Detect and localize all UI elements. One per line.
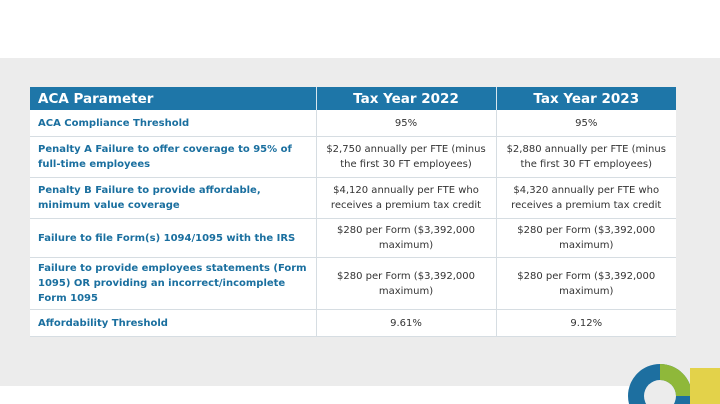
table-row: [30, 310, 676, 337]
value-2022-cell: 95%: [316, 110, 496, 137]
parameter-cell: ACA Compliance Threshold: [30, 110, 316, 137]
table-header-row: [30, 87, 676, 110]
value-2023-cell: 95%: [496, 110, 676, 137]
parameter-cell: Failure to provide employees statements (Form 1095) OR providing an incorrect/incomplete Form 1095: [30, 258, 316, 310]
table-row: [30, 258, 676, 310]
table-row: [30, 110, 676, 137]
aca-parameters-table: [30, 87, 676, 337]
value-2023-cell: $2,880 annually per FTE (minus the first 30 FT employees): [496, 137, 676, 178]
company-logo: [620, 352, 720, 404]
parameter-cell: Penalty A Failure to offer coverage to 95% of full-time employees: [30, 137, 316, 178]
parameter-cell: Failure to file Form(s) 1094/1095 with the IRS: [30, 219, 316, 258]
header-tax-year-2023: Tax Year 2023: [496, 87, 676, 110]
header-tax-year-2022: Tax Year 2022: [316, 87, 496, 110]
value-2022-cell: $280 per Form ($3,392,000 maximum): [316, 258, 496, 310]
table-row: [30, 178, 676, 219]
parameter-cell: Penalty B Failure to provide affordable, minimum value coverage: [30, 178, 316, 219]
value-2022-cell: 9.61%: [316, 310, 496, 337]
value-2023-cell: 9.12%: [496, 310, 676, 337]
value-2022-cell: $4,120 annually per FTE who receives a premium tax credit: [316, 178, 496, 219]
value-2023-cell: $4,320 annually per FTE who receives a premium tax credit: [496, 178, 676, 219]
table-row: [30, 219, 676, 258]
value-2022-cell: $2,750 annually per FTE (minus the first 30 FT employees): [316, 137, 496, 178]
logo-mark-icon: [620, 352, 720, 404]
parameter-cell: Affordability Threshold: [30, 310, 316, 337]
value-2023-cell: $280 per Form ($3,392,000 maximum): [496, 258, 676, 310]
table-row: [30, 137, 676, 178]
value-2022-cell: $280 per Form ($3,392,000 maximum): [316, 219, 496, 258]
header-aca-parameter: ACA Parameter: [30, 87, 316, 110]
value-2023-cell: $280 per Form ($3,392,000 maximum): [496, 219, 676, 258]
